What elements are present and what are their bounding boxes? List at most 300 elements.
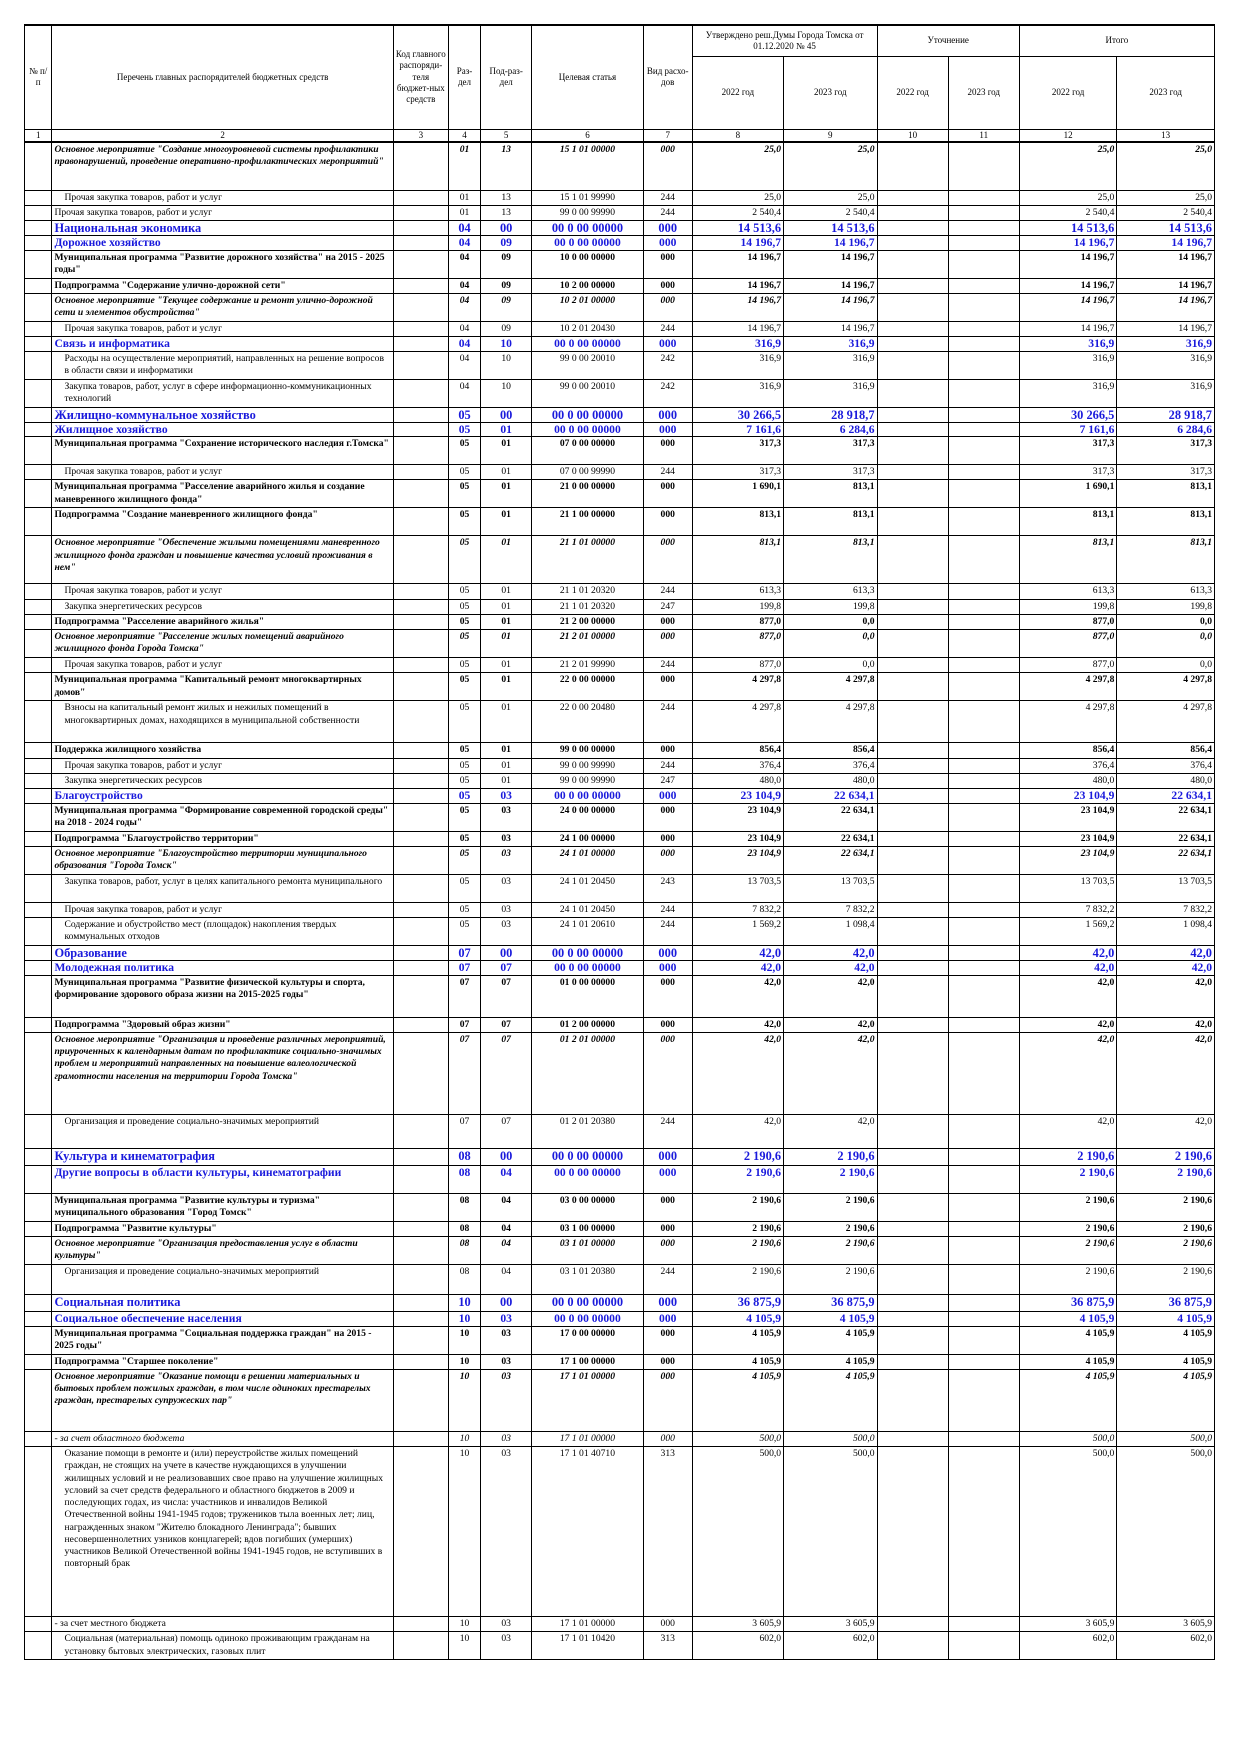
row-target-article: 10 2 01 00000 xyxy=(532,293,644,321)
row-approved-2022: 23 104,9 xyxy=(692,789,783,803)
row-clar-2022 xyxy=(877,1326,948,1354)
row-approved-2022: 42,0 xyxy=(692,1032,783,1114)
table-row xyxy=(25,599,1215,614)
table-row xyxy=(25,221,1215,236)
row-razdel: 10 xyxy=(448,1447,481,1617)
row-podrazdel: 09 xyxy=(481,278,532,293)
row-podrazdel: 04 xyxy=(481,1165,532,1193)
col-number: 11 xyxy=(948,129,1019,142)
row-total-2022: 4 105,9 xyxy=(1019,1354,1117,1369)
table-row xyxy=(25,337,1215,351)
row-clar-2022 xyxy=(877,321,948,336)
row-name: - за счет областного бюджета xyxy=(52,1431,393,1446)
row-approved-2022: 14 196,7 xyxy=(692,236,783,250)
row-podrazdel: 03 xyxy=(481,1326,532,1354)
row-approved-2023: 316,9 xyxy=(784,351,877,379)
col-number: 1 xyxy=(25,129,52,142)
table-row xyxy=(25,902,1215,917)
row-expense-type: 000 xyxy=(643,1431,692,1446)
row-approved-2023: 602,0 xyxy=(784,1632,877,1660)
row-expense-type: 244 xyxy=(643,902,692,917)
row-clar-2023 xyxy=(948,321,1019,336)
row-expense-type: 000 xyxy=(643,846,692,874)
row-clar-2022 xyxy=(877,1193,948,1221)
row-clar-2023 xyxy=(948,508,1019,536)
row-expense-type: 000 xyxy=(643,789,692,803)
row-total-2023: 14 196,7 xyxy=(1117,278,1215,293)
nm-num xyxy=(25,1221,52,1236)
row-total-2022: 23 104,9 xyxy=(1019,846,1117,874)
row-approved-2023: 42,0 xyxy=(784,1032,877,1114)
row-clar-2023 xyxy=(948,293,1019,321)
row-approved-2023: 42,0 xyxy=(784,1017,877,1032)
row-razdel: 08 xyxy=(448,1237,481,1265)
row-approved-2022: 877,0 xyxy=(692,630,783,658)
nm-num xyxy=(25,789,52,803)
row-total-2022: 1 690,1 xyxy=(1019,480,1117,508)
row-razdel: 05 xyxy=(448,743,481,758)
row-clar-2022 xyxy=(877,701,948,743)
row-razdel: 05 xyxy=(448,658,481,673)
row-name: Муниципальная программа "Расселение аварийного жилья и создание маневренного жилищного фонда" xyxy=(52,480,393,508)
row-expense-type: 000 xyxy=(643,673,692,701)
row-expense-type: 000 xyxy=(643,1295,692,1312)
row-clar-2023 xyxy=(948,1221,1019,1236)
table-row xyxy=(25,437,1215,465)
row-total-2023: 4 105,9 xyxy=(1117,1354,1215,1369)
row-clar-2022 xyxy=(877,465,948,480)
row-clar-2023 xyxy=(948,1165,1019,1193)
row-approved-2022: 856,4 xyxy=(692,743,783,758)
row-approved-2022: 14 196,7 xyxy=(692,293,783,321)
nm-num xyxy=(25,278,52,293)
nm-num xyxy=(25,422,52,436)
row-total-2023: 2 190,6 xyxy=(1117,1221,1215,1236)
nm-num xyxy=(25,946,52,961)
nm-num xyxy=(25,975,52,1017)
row-approved-2023: 42,0 xyxy=(784,961,877,975)
row-target-article: 21 1 01 20320 xyxy=(532,584,644,599)
row-clar-2022 xyxy=(877,1265,948,1295)
nm-num xyxy=(25,1326,52,1354)
row-expense-type: 000 xyxy=(643,614,692,629)
row-clar-2023 xyxy=(948,1114,1019,1148)
row-podrazdel: 01 xyxy=(481,599,532,614)
nm-num xyxy=(25,236,52,250)
row-code xyxy=(393,1431,448,1446)
row-total-2022: 317,3 xyxy=(1019,465,1117,480)
row-clar-2022 xyxy=(877,1017,948,1032)
table-row xyxy=(25,407,1215,422)
row-clar-2022 xyxy=(877,1312,948,1326)
row-approved-2022: 7 161,6 xyxy=(692,422,783,436)
col-number: 5 xyxy=(481,129,532,142)
row-expense-type: 000 xyxy=(643,1221,692,1236)
row-approved-2022: 613,3 xyxy=(692,584,783,599)
row-clar-2023 xyxy=(948,673,1019,701)
row-approved-2022: 14 196,7 xyxy=(692,278,783,293)
row-name: Социальная политика xyxy=(52,1295,393,1312)
budget-table-sheet xyxy=(24,24,1215,1660)
row-target-article: 17 1 01 40710 xyxy=(532,1447,644,1617)
row-target-article: 03 1 00 00000 xyxy=(532,1221,644,1236)
table-row xyxy=(25,1114,1215,1148)
row-approved-2023: 613,3 xyxy=(784,584,877,599)
row-podrazdel: 03 xyxy=(481,1632,532,1660)
row-clar-2023 xyxy=(948,975,1019,1017)
row-approved-2023: 2 190,6 xyxy=(784,1221,877,1236)
row-total-2023: 480,0 xyxy=(1117,773,1215,788)
row-approved-2022: 3 605,9 xyxy=(692,1617,783,1632)
row-approved-2023: 42,0 xyxy=(784,975,877,1017)
nm-num xyxy=(25,584,52,599)
row-target-article: 00 0 00 00000 xyxy=(532,789,644,803)
row-total-2023: 4 297,8 xyxy=(1117,701,1215,743)
row-clar-2022 xyxy=(877,1237,948,1265)
row-razdel: 10 xyxy=(448,1431,481,1446)
row-total-2022: 4 105,9 xyxy=(1019,1369,1117,1431)
row-razdel: 04 xyxy=(448,221,481,236)
row-razdel: 04 xyxy=(448,236,481,250)
row-clar-2023 xyxy=(948,1237,1019,1265)
table-row xyxy=(25,614,1215,629)
row-clar-2023 xyxy=(948,946,1019,961)
row-total-2023: 42,0 xyxy=(1117,1114,1215,1148)
row-approved-2022: 42,0 xyxy=(692,946,783,961)
nm-num xyxy=(25,831,52,846)
row-approved-2023: 28 918,7 xyxy=(784,407,877,422)
row-expense-type: 000 xyxy=(643,946,692,961)
row-expense-type: 000 xyxy=(643,508,692,536)
row-total-2022: 877,0 xyxy=(1019,630,1117,658)
row-total-2023: 2 190,6 xyxy=(1117,1193,1215,1221)
nm-num xyxy=(25,437,52,465)
row-podrazdel: 03 xyxy=(481,918,532,946)
row-total-2023: 22 634,1 xyxy=(1117,803,1215,831)
row-total-2022: 25,0 xyxy=(1019,190,1117,205)
row-approved-2023: 4 297,8 xyxy=(784,701,877,743)
row-razdel: 07 xyxy=(448,961,481,975)
row-approved-2023: 4 105,9 xyxy=(784,1354,877,1369)
row-approved-2023: 376,4 xyxy=(784,758,877,773)
row-name: Закупка энергетических ресурсов xyxy=(52,773,393,788)
table-row xyxy=(25,1237,1215,1265)
row-target-article: 07 0 00 00000 xyxy=(532,437,644,465)
row-code xyxy=(393,1165,448,1193)
row-total-2022: 42,0 xyxy=(1019,946,1117,961)
row-total-2023: 813,1 xyxy=(1117,480,1215,508)
row-total-2023: 317,3 xyxy=(1117,465,1215,480)
row-clar-2022 xyxy=(877,236,948,250)
row-clar-2022 xyxy=(877,1032,948,1114)
row-code xyxy=(393,536,448,584)
nm-num xyxy=(25,142,52,190)
table-row xyxy=(25,1447,1215,1617)
row-razdel: 10 xyxy=(448,1326,481,1354)
row-expense-type: 000 xyxy=(643,536,692,584)
row-clar-2022 xyxy=(877,975,948,1017)
row-razdel: 08 xyxy=(448,1148,481,1165)
row-razdel: 04 xyxy=(448,278,481,293)
row-code xyxy=(393,803,448,831)
row-clar-2022 xyxy=(877,584,948,599)
nm-num xyxy=(25,961,52,975)
nm-num xyxy=(25,1193,52,1221)
row-razdel: 10 xyxy=(448,1632,481,1660)
row-name: Прочая закупка товаров, работ и услуг xyxy=(52,321,393,336)
row-name: Муниципальная программа "Развитие дорожного хозяйства" на 2015 - 2025 годы" xyxy=(52,250,393,278)
row-total-2022: 42,0 xyxy=(1019,1032,1117,1114)
row-approved-2022: 813,1 xyxy=(692,508,783,536)
row-total-2023: 42,0 xyxy=(1117,1032,1215,1114)
row-total-2022: 2 190,6 xyxy=(1019,1237,1117,1265)
row-podrazdel: 03 xyxy=(481,1447,532,1617)
row-name: Основное мероприятие "Организация предоставления услуг в области культуры" xyxy=(52,1237,393,1265)
row-approved-2023: 4 105,9 xyxy=(784,1312,877,1326)
row-total-2023: 0,0 xyxy=(1117,658,1215,673)
row-expense-type: 000 xyxy=(643,236,692,250)
row-clar-2022 xyxy=(877,142,948,190)
table-row xyxy=(25,584,1215,599)
row-clar-2023 xyxy=(948,599,1019,614)
col-number: 7 xyxy=(643,129,692,142)
row-expense-type: 000 xyxy=(643,1237,692,1265)
row-razdel: 04 xyxy=(448,250,481,278)
row-approved-2023: 4 297,8 xyxy=(784,673,877,701)
row-total-2023: 28 918,7 xyxy=(1117,407,1215,422)
row-total-2023: 199,8 xyxy=(1117,599,1215,614)
row-expense-type: 247 xyxy=(643,773,692,788)
row-target-article: 99 0 00 20010 xyxy=(532,379,644,407)
row-code xyxy=(393,205,448,220)
row-name: Подпрограмма "Расселение аварийного жилья" xyxy=(52,614,393,629)
row-razdel: 01 xyxy=(448,142,481,190)
row-target-article: 00 0 00 00000 xyxy=(532,221,644,236)
row-total-2022: 4 105,9 xyxy=(1019,1326,1117,1354)
row-total-2023: 22 634,1 xyxy=(1117,789,1215,803)
row-code xyxy=(393,1447,448,1617)
row-approved-2022: 2 190,6 xyxy=(692,1165,783,1193)
row-clar-2022 xyxy=(877,437,948,465)
table-row xyxy=(25,803,1215,831)
header-approved: Утверждено реш.Думы Города Томска от 01.12.2020 № 45 xyxy=(692,25,877,56)
row-expense-type: 244 xyxy=(643,918,692,946)
row-clar-2022 xyxy=(877,1295,948,1312)
row-clar-2022 xyxy=(877,831,948,846)
nm-num xyxy=(25,536,52,584)
table-row xyxy=(25,1295,1215,1312)
row-expense-type: 000 xyxy=(643,1312,692,1326)
row-name: Муниципальная программа "Сохранение исторического наследия г.Томска" xyxy=(52,437,393,465)
row-expense-type: 313 xyxy=(643,1632,692,1660)
row-razdel: 05 xyxy=(448,407,481,422)
row-clar-2023 xyxy=(948,480,1019,508)
col-number: 13 xyxy=(1117,129,1215,142)
col-number: 10 xyxy=(877,129,948,142)
row-razdel: 04 xyxy=(448,337,481,351)
row-target-article: 01 2 00 00000 xyxy=(532,1017,644,1032)
row-name: Содержание и обустройство мест (площадок) накопления твердых коммунальных отходов xyxy=(52,918,393,946)
table-row xyxy=(25,874,1215,902)
row-clar-2022 xyxy=(877,351,948,379)
row-total-2022: 14 196,7 xyxy=(1019,278,1117,293)
row-approved-2023: 2 190,6 xyxy=(784,1237,877,1265)
row-expense-type: 000 xyxy=(643,293,692,321)
row-razdel: 10 xyxy=(448,1617,481,1632)
row-podrazdel: 03 xyxy=(481,902,532,917)
nm-num xyxy=(25,508,52,536)
row-total-2022: 316,9 xyxy=(1019,337,1117,351)
row-expense-type: 000 xyxy=(643,831,692,846)
row-approved-2023: 25,0 xyxy=(784,190,877,205)
row-code xyxy=(393,1114,448,1148)
row-approved-2023: 0,0 xyxy=(784,614,877,629)
row-total-2023: 25,0 xyxy=(1117,142,1215,190)
row-total-2022: 813,1 xyxy=(1019,536,1117,584)
row-approved-2023: 813,1 xyxy=(784,480,877,508)
row-approved-2022: 1 690,1 xyxy=(692,480,783,508)
nm-num xyxy=(25,379,52,407)
row-total-2022: 42,0 xyxy=(1019,975,1117,1017)
nm-num xyxy=(25,337,52,351)
row-podrazdel: 01 xyxy=(481,658,532,673)
row-total-2022: 2 190,6 xyxy=(1019,1165,1117,1193)
row-clar-2022 xyxy=(877,673,948,701)
row-expense-type: 244 xyxy=(643,205,692,220)
row-code xyxy=(393,1017,448,1032)
row-code xyxy=(393,407,448,422)
nm-num xyxy=(25,250,52,278)
row-podrazdel: 04 xyxy=(481,1193,532,1221)
table-row xyxy=(25,946,1215,961)
row-razdel: 08 xyxy=(448,1221,481,1236)
table-row xyxy=(25,1017,1215,1032)
col-number: 9 xyxy=(784,129,877,142)
row-clar-2022 xyxy=(877,480,948,508)
row-clar-2023 xyxy=(948,658,1019,673)
row-approved-2023: 13 703,5 xyxy=(784,874,877,902)
row-total-2022: 30 266,5 xyxy=(1019,407,1117,422)
row-razdel: 07 xyxy=(448,975,481,1017)
row-podrazdel: 01 xyxy=(481,536,532,584)
row-total-2023: 1 098,4 xyxy=(1117,918,1215,946)
row-name: Социальная (материальная) помощь одиноко проживающим гражданам на установку бытовых электрических, газовых плит xyxy=(52,1632,393,1660)
header-total-2023: 2023 год xyxy=(1117,56,1215,129)
row-total-2022: 602,0 xyxy=(1019,1632,1117,1660)
row-clar-2023 xyxy=(948,1312,1019,1326)
table-row xyxy=(25,701,1215,743)
row-podrazdel: 01 xyxy=(481,673,532,701)
row-podrazdel: 00 xyxy=(481,407,532,422)
row-code xyxy=(393,1632,448,1660)
row-target-article: 00 0 00 00000 xyxy=(532,1312,644,1326)
row-podrazdel: 03 xyxy=(481,1312,532,1326)
row-clar-2022 xyxy=(877,508,948,536)
row-approved-2023: 14 196,7 xyxy=(784,321,877,336)
row-code xyxy=(393,789,448,803)
row-name: Молодежная политика xyxy=(52,961,393,975)
row-razdel: 08 xyxy=(448,1193,481,1221)
row-target-article: 21 2 00 00000 xyxy=(532,614,644,629)
header-podrazdel: Под-раз-дел xyxy=(481,25,532,129)
row-total-2023: 4 297,8 xyxy=(1117,673,1215,701)
header-clarification: Уточнение xyxy=(877,25,1019,56)
table-row xyxy=(25,1431,1215,1446)
row-expense-type: 000 xyxy=(643,743,692,758)
row-name: Национальная экономика xyxy=(52,221,393,236)
row-total-2022: 813,1 xyxy=(1019,508,1117,536)
table-row xyxy=(25,630,1215,658)
row-approved-2023: 4 105,9 xyxy=(784,1326,877,1354)
row-expense-type: 000 xyxy=(643,250,692,278)
row-total-2022: 42,0 xyxy=(1019,1017,1117,1032)
row-name: - за счет местного бюджета xyxy=(52,1617,393,1632)
row-name: Культура и кинематография xyxy=(52,1148,393,1165)
row-total-2023: 813,1 xyxy=(1117,536,1215,584)
row-code xyxy=(393,422,448,436)
row-name: Закупка энергетических ресурсов xyxy=(52,599,393,614)
row-name: Другие вопросы в области культуры, кинематографии xyxy=(52,1165,393,1193)
row-total-2022: 36 875,9 xyxy=(1019,1295,1117,1312)
row-target-article: 00 0 00 00000 xyxy=(532,1295,644,1312)
row-razdel: 05 xyxy=(448,701,481,743)
row-podrazdel: 13 xyxy=(481,205,532,220)
row-podrazdel: 09 xyxy=(481,293,532,321)
row-clar-2022 xyxy=(877,902,948,917)
row-total-2022: 23 104,9 xyxy=(1019,831,1117,846)
row-expense-type: 244 xyxy=(643,658,692,673)
row-expense-type: 000 xyxy=(643,480,692,508)
table-row xyxy=(25,190,1215,205)
row-target-article: 00 0 00 00000 xyxy=(532,1165,644,1193)
row-approved-2022: 14 196,7 xyxy=(692,250,783,278)
row-total-2022: 7 161,6 xyxy=(1019,422,1117,436)
row-approved-2023: 22 634,1 xyxy=(784,789,877,803)
row-code xyxy=(393,1193,448,1221)
nm-num xyxy=(25,701,52,743)
row-total-2023: 13 703,5 xyxy=(1117,874,1215,902)
nm-num xyxy=(25,846,52,874)
row-total-2023: 613,3 xyxy=(1117,584,1215,599)
row-podrazdel: 03 xyxy=(481,1431,532,1446)
row-clar-2023 xyxy=(948,407,1019,422)
row-expense-type: 000 xyxy=(643,278,692,293)
row-approved-2023: 480,0 xyxy=(784,773,877,788)
row-name: Прочая закупка товаров, работ и услуг xyxy=(52,658,393,673)
row-razdel: 01 xyxy=(448,205,481,220)
table-row xyxy=(25,465,1215,480)
row-razdel: 10 xyxy=(448,1354,481,1369)
row-expense-type: 000 xyxy=(643,1354,692,1369)
row-podrazdel: 01 xyxy=(481,422,532,436)
row-podrazdel: 01 xyxy=(481,701,532,743)
row-clar-2023 xyxy=(948,614,1019,629)
row-expense-type: 242 xyxy=(643,351,692,379)
row-podrazdel: 01 xyxy=(481,584,532,599)
row-code xyxy=(393,190,448,205)
row-total-2023: 316,9 xyxy=(1117,351,1215,379)
row-target-article: 07 0 00 99990 xyxy=(532,465,644,480)
table-row xyxy=(25,1265,1215,1295)
row-expense-type: 000 xyxy=(643,630,692,658)
row-podrazdel: 00 xyxy=(481,221,532,236)
row-razdel: 05 xyxy=(448,846,481,874)
row-approved-2022: 4 105,9 xyxy=(692,1369,783,1431)
row-clar-2023 xyxy=(948,351,1019,379)
row-total-2022: 14 196,7 xyxy=(1019,321,1117,336)
row-podrazdel: 01 xyxy=(481,614,532,629)
row-name: Закупка товаров, работ, услуг в целях капитального ремонта муниципального xyxy=(52,874,393,902)
